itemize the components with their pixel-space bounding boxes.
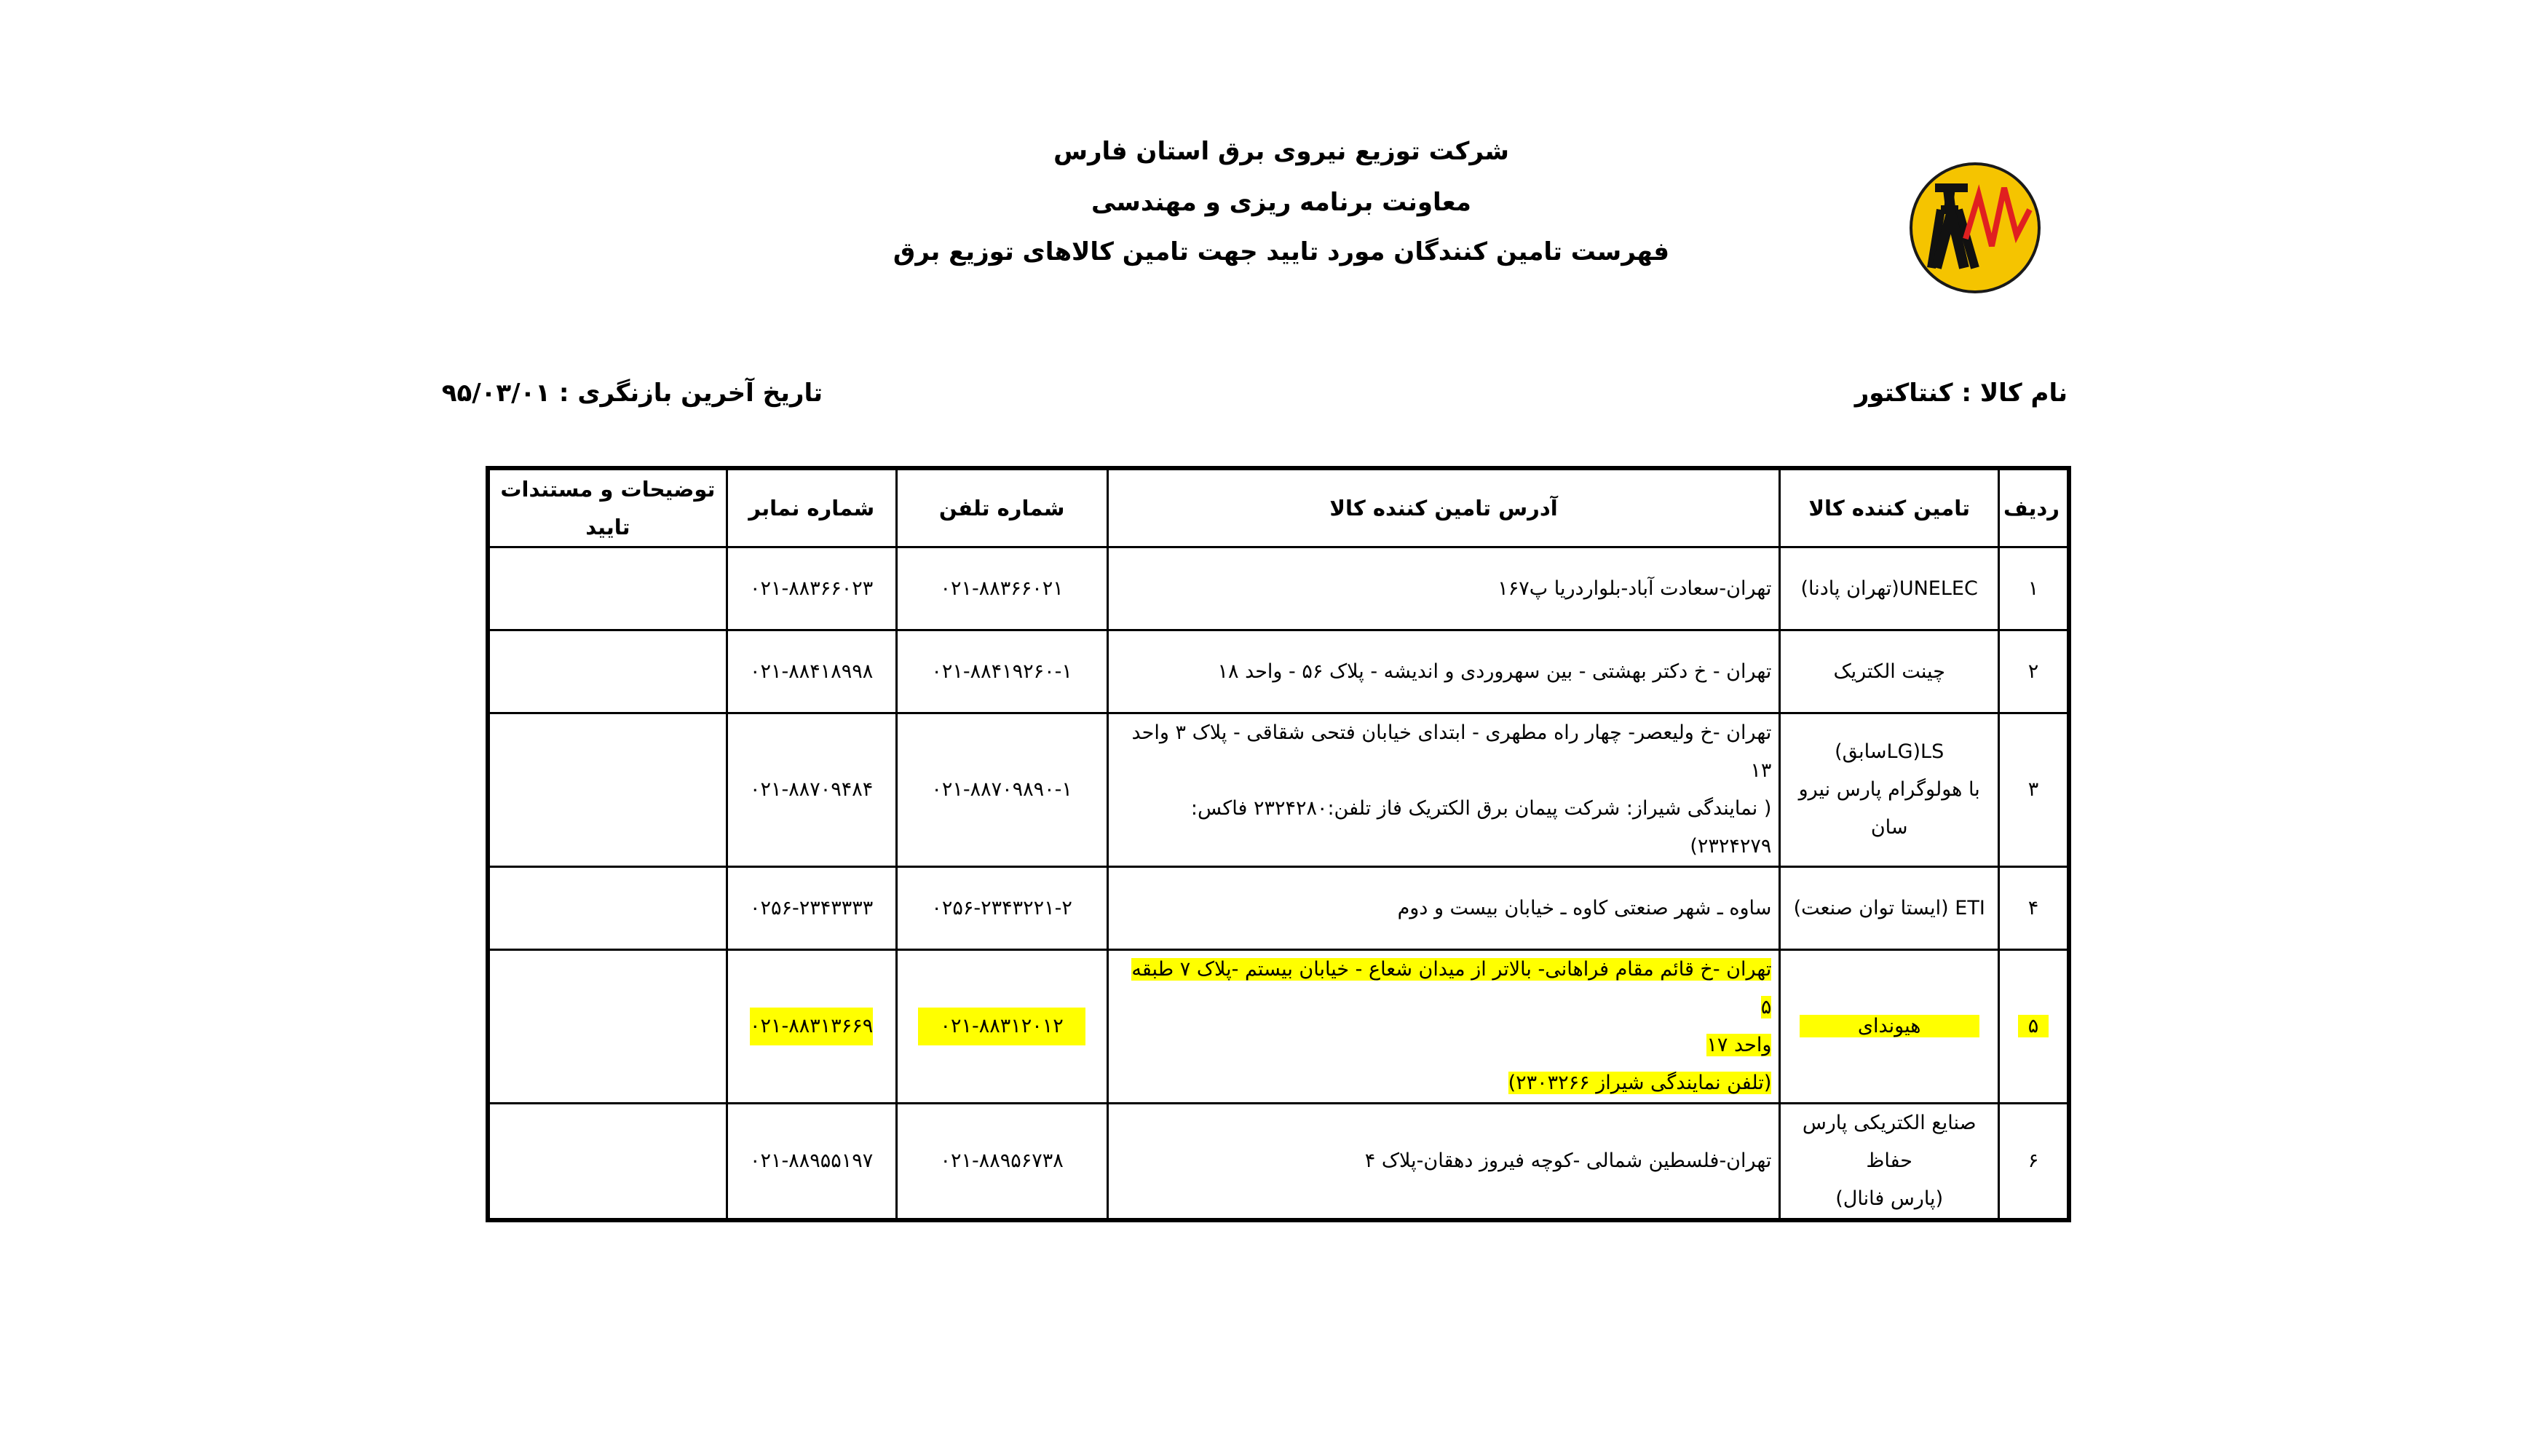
cell-text: LS(LGسابق) bbox=[1835, 740, 1944, 763]
company-name: شرکت توزیع نیروی برق استان فارس bbox=[1053, 137, 1509, 166]
notes-cell bbox=[488, 1104, 727, 1221]
table-row bbox=[488, 1104, 2069, 1221]
header-notes: توضیحات و مستندات تایید bbox=[488, 468, 727, 547]
table-row bbox=[488, 950, 2069, 1104]
address-cell bbox=[1107, 630, 1780, 713]
supplier-cell bbox=[1780, 950, 1999, 1104]
row-number-cell bbox=[1998, 867, 2069, 950]
notes-cell bbox=[488, 713, 727, 867]
notes-cell bbox=[488, 867, 727, 950]
header-phone: شماره تلفن bbox=[896, 468, 1107, 547]
fax-cell bbox=[727, 630, 896, 713]
cell-text: تهران-فلسطین شمالی -کوچه فیروز دهقان-پلاک ۴ bbox=[1364, 1150, 1772, 1172]
cell-text: (پارس فانال) bbox=[1835, 1187, 1944, 1210]
address-cell bbox=[1107, 713, 1780, 867]
product-name: نام کالا : کنتاکتور bbox=[1854, 379, 2068, 408]
table-row bbox=[488, 713, 2069, 867]
address-cell bbox=[1107, 867, 1780, 950]
list-title: فهرست تامین کنندگان مورد تایید جهت تامین کالاهای توزیع برق bbox=[893, 237, 1670, 266]
fax-cell bbox=[727, 950, 896, 1104]
cell-text: ۰۲۱-۸۸۹۵۶۷۳۸ bbox=[940, 1150, 1064, 1172]
cell-text: UNELEC(تهران پادنا) bbox=[1800, 577, 1978, 600]
cell-text: ۰۲۱-۸۸۳۱۳۶۶۹ bbox=[750, 1008, 873, 1045]
cell-text: ۰۲۱-۸۸۷۰۹۸۹۰-۱ bbox=[931, 778, 1072, 801]
cell-text: ۰۲۵۶-۲۳۴۳۳۳۳ bbox=[750, 896, 874, 919]
header-fax: شماره نمابر bbox=[727, 468, 896, 547]
fax-cell bbox=[727, 1104, 896, 1221]
phone-cell bbox=[896, 547, 1107, 630]
cell-text: ۰۲۱-۸۸۴۱۹۲۶۰-۱ bbox=[931, 660, 1072, 683]
department-name: معاونت برنامه ریزی و مهندسی bbox=[1091, 188, 1471, 217]
cell-text: صنایع الکتریکی پارس حفاظ bbox=[1802, 1112, 1977, 1172]
supplier-cell bbox=[1780, 1104, 1999, 1221]
cell-text: ۴ bbox=[2027, 896, 2039, 919]
address-cell bbox=[1107, 1104, 1780, 1221]
cell-text: تهران -خ قائم مقام فراهانی- بالاتر از میدان شعاع - خیابان بیستم -پلاک ۷ طبقه ۵ bbox=[1131, 958, 1772, 1018]
cell-text: ۰۲۵۶-۲۳۴۳۲۲۱-۲ bbox=[931, 896, 1072, 919]
supplier-cell bbox=[1780, 713, 1999, 867]
cell-text: ۰۲۱-۸۸۹۵۵۱۹۷ bbox=[750, 1150, 874, 1172]
cell-text: ساوه ـ شهر صنعتی کاوه ـ خیابان بیست و دوم bbox=[1397, 896, 1772, 919]
row-number-cell bbox=[1998, 547, 2069, 630]
table-row bbox=[488, 630, 2069, 713]
cell-text: ۶ bbox=[2027, 1150, 2039, 1172]
notes-cell bbox=[488, 630, 727, 713]
row-number-cell bbox=[1998, 713, 2069, 867]
suppliers-table bbox=[486, 466, 2071, 1222]
table-header-row bbox=[488, 468, 2069, 547]
company-logo-icon bbox=[1906, 159, 2044, 297]
notes-cell bbox=[488, 950, 727, 1104]
cell-text: تهران-سعادت آباد-بلواردریا پ۱۶۷ bbox=[1497, 577, 1772, 600]
address-cell bbox=[1107, 547, 1780, 630]
row-number-cell bbox=[1998, 1104, 2069, 1221]
cell-text: ۰۲۱-۸۸۳۶۶۰۲۱ bbox=[940, 577, 1064, 600]
cell-text: هیوندای bbox=[1800, 1015, 1979, 1037]
cell-text: تهران -خ ولیعصر- چهار راه مطهری - ابتدای خیابان فتحی شقاقی - پلاک ۳ واحد ۱۳ bbox=[1131, 721, 1772, 782]
cell-text: ۰۲۱-۸۸۴۱۸۹۹۸ bbox=[750, 660, 874, 683]
cell-text: ۳ bbox=[2027, 778, 2039, 801]
cell-text: ۲ bbox=[2027, 660, 2039, 683]
supplier-cell bbox=[1780, 630, 1999, 713]
header-row-number: ردیف bbox=[1998, 468, 2069, 547]
fax-cell bbox=[727, 547, 896, 630]
cell-text: ۰۲۱-۸۸۳۶۶۰۲۳ bbox=[750, 577, 874, 600]
cell-text: ۰۲۱-۸۸۳۱۲۰۱۲ bbox=[918, 1008, 1085, 1045]
phone-cell bbox=[896, 630, 1107, 713]
cell-text: چینت الکتریک bbox=[1833, 660, 1945, 683]
cell-text: ۱ bbox=[2027, 577, 2039, 600]
phone-cell bbox=[896, 950, 1107, 1104]
cell-text: ( نمایندگی شیراز: شرکت پیمان برق الکتریک فاز تلفن:۲۳۲۴۲۸۰ فاکس: ۲۳۲۴۲۷۹) bbox=[1190, 797, 1772, 858]
fax-cell bbox=[727, 713, 896, 867]
header-address: آدرس تامین کننده کالا bbox=[1107, 468, 1780, 547]
notes-cell bbox=[488, 547, 727, 630]
cell-text: ETI (ایستا توان صنعت) bbox=[1793, 896, 1985, 919]
table-row bbox=[488, 547, 2069, 630]
row-number-cell bbox=[1998, 950, 2069, 1104]
cell-text: (تلفن نمایندگی شیراز ۲۳۰۳۲۶۶) bbox=[1508, 1072, 1772, 1094]
supplier-cell bbox=[1780, 867, 1999, 950]
cell-text: ۵ bbox=[2018, 1015, 2049, 1037]
cell-text: واحد ۱۷ bbox=[1706, 1034, 1772, 1056]
header-supplier: تامین کننده کالا bbox=[1780, 468, 1999, 547]
phone-cell bbox=[896, 867, 1107, 950]
cell-text: ۰۲۱-۸۸۷۰۹۴۸۴ bbox=[750, 778, 874, 801]
phone-cell bbox=[896, 713, 1107, 867]
address-cell bbox=[1107, 950, 1780, 1104]
table-row bbox=[488, 867, 2069, 950]
supplier-cell bbox=[1780, 547, 1999, 630]
cell-text: با هولوگرام پارس نیرو سان bbox=[1798, 778, 1980, 839]
cell-text: تهران - خ دکتر بهشتی - بین سهروردی و اندیشه - پلاک ۵۶ - واحد ۱۸ bbox=[1217, 660, 1772, 683]
row-number-cell bbox=[1998, 630, 2069, 713]
revision-date: تاریخ آخرین بازنگری : ۹۵/۰۳/۰۱ bbox=[441, 379, 823, 408]
phone-cell bbox=[896, 1104, 1107, 1221]
fax-cell bbox=[727, 867, 896, 950]
